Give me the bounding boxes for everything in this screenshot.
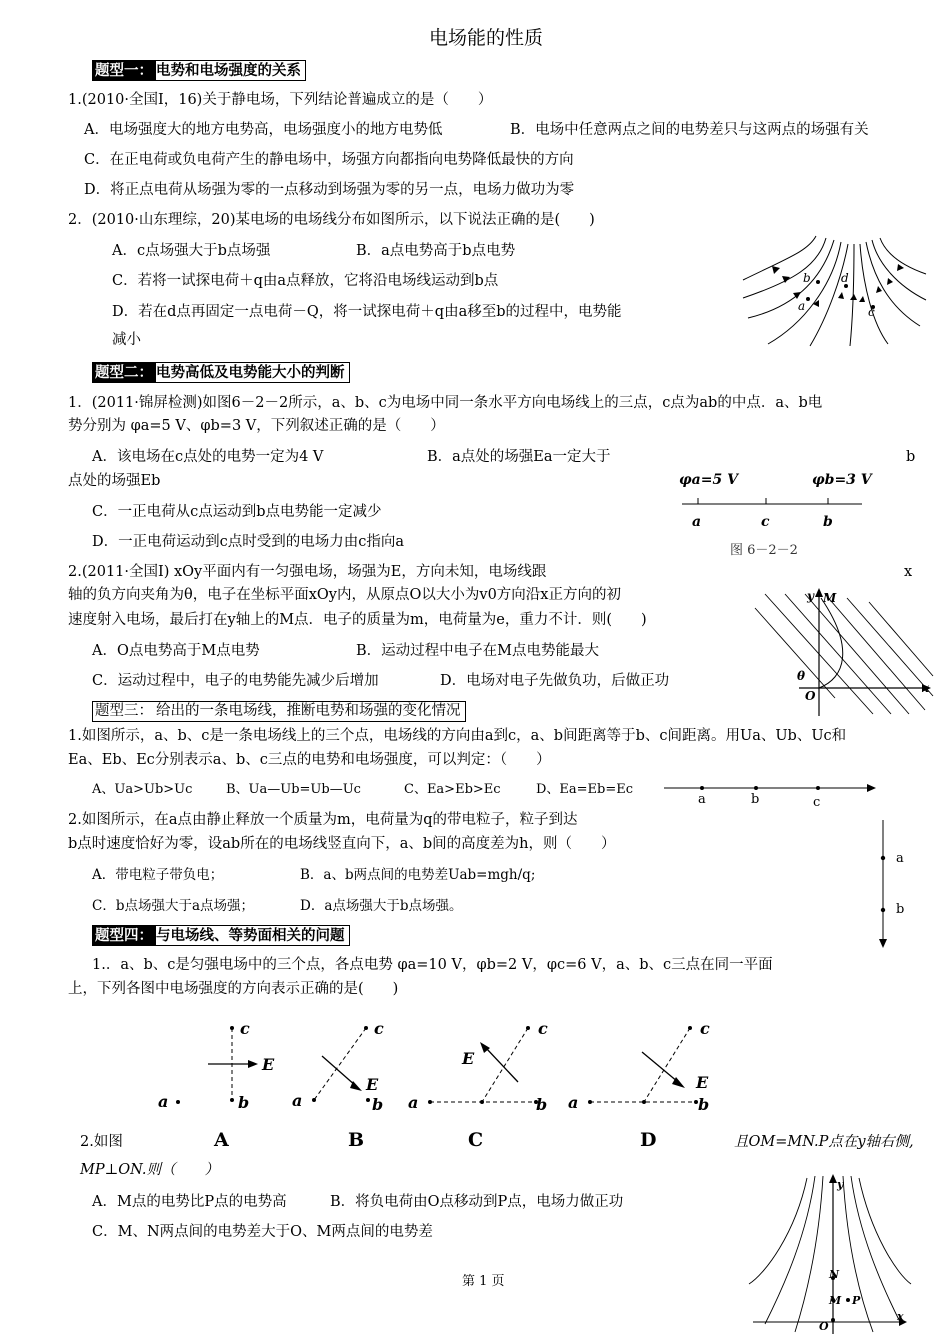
- option-a: A．电场强度大的地方电势高，电场强度小的地方电势低: [84, 122, 443, 138]
- point-label-a: a: [408, 1093, 419, 1112]
- axis-label-x: x: [897, 1310, 904, 1323]
- section-tag: 题型一：: [93, 61, 156, 80]
- fig-label-c: c: [813, 795, 821, 810]
- question-stem: 1.如图所示，a、b、c是一条电场线上的三个点，电场线的方向由a到c，a、b间距离等于b、c间距离。用Ua、Ub、Uc和: [68, 728, 847, 744]
- question-stem-continued: Ea、Eb、Ec分别表示a、b、c三点的电势和电场强度，可以判定：（ ）: [68, 752, 551, 768]
- figure-6-2-2: [676, 466, 872, 562]
- question-stem: 2．(2010·山东理综，20)某电场的电场线分布如图所示，以下说法正确的是( ): [68, 212, 595, 228]
- field-line-abc-figure: [664, 778, 878, 810]
- diagram-d: [568, 1019, 710, 1151]
- option-c: C．在正电荷或负电荷产生的静电场中，场强方向都指向电势降低最快的方向: [84, 152, 574, 168]
- field-label-e: E: [366, 1075, 379, 1094]
- fig-label-b: b: [823, 514, 833, 530]
- question-stem: 1.．a、b、c是匀强电场中的三个点，各点电势 φa=10 V，φb=2 V，φc=6 V，a、b、c三点在同一平面: [92, 957, 773, 973]
- option-b: B．将负电荷由O点移动到P点，电场力做正功: [330, 1194, 624, 1210]
- fig-label-a: a: [798, 299, 806, 313]
- point-label-a: a: [568, 1093, 579, 1112]
- option-a: A．c点场强大于b点场强: [112, 243, 271, 259]
- fig-label-a: a: [692, 514, 702, 530]
- option-b: B．a、b两点间的电势差Uab=mgh/q;: [300, 867, 536, 883]
- section-tag: 题型二：: [93, 363, 156, 382]
- field-lines-figure: [738, 236, 928, 348]
- figure-caption: 图 6－2－2: [730, 543, 798, 558]
- fig-label-b: b: [803, 271, 811, 285]
- option-b: B．电场中任意两点之间的电势差只与这两点的场强有关: [510, 122, 869, 138]
- option-b: B．a点电势高于b点电势: [356, 243, 516, 259]
- field-label-e: E: [462, 1049, 475, 1068]
- question-stem-right: 且OM=MN.P点在y轴右侧,: [734, 1134, 914, 1150]
- section-heading-1: [92, 60, 306, 81]
- field-label-e: E: [262, 1055, 275, 1074]
- option-label-c: C: [468, 1129, 484, 1151]
- point-label-a: a: [292, 1091, 303, 1110]
- axis-label-x: x: [922, 681, 930, 695]
- option-a: A．O点电势高于M点电势: [92, 643, 260, 659]
- question-stem-continued: 轴的负方向夹角为θ，电子在坐标平面xOy内，从原点O以大小为v0方向沿x正方向的初: [68, 587, 621, 603]
- option-b-continued: 点处的场强Eb: [68, 473, 161, 489]
- section-title: 与电场线、等势面相关的问题: [156, 927, 345, 944]
- option-d-continued: 减小: [112, 332, 141, 348]
- option-d: D．电场对电子先做负功，后做正功: [440, 673, 670, 689]
- option-a: A．M点的电势比P点的电势高: [92, 1194, 287, 1210]
- section-heading-2: [92, 362, 350, 383]
- option-b: B．a点处的场强Ea一定大于: [427, 449, 611, 465]
- point-label-a: a: [158, 1092, 169, 1111]
- point-label-b: b: [698, 1095, 710, 1114]
- diagram-c: [408, 1019, 548, 1151]
- origin-label: O: [805, 689, 816, 703]
- section-title: 给出的一条电场线，推断电势和场强的变化情况: [156, 703, 461, 719]
- fig-label-c: c: [761, 514, 770, 530]
- option-c: C．若将一试探电荷＋q由a点释放，它将沿电场线运动到b点: [112, 273, 499, 289]
- fig-label-c: c: [868, 305, 875, 319]
- section-title: 电势高低及电势能大小的判断: [156, 364, 345, 381]
- option-c: C．运动过程中，电子的电势能先减少后增加: [92, 673, 379, 689]
- point-label-p: P: [852, 1294, 861, 1307]
- option-c: C．一正电荷从c点运动到b点电势能一定减少: [92, 504, 382, 520]
- question-stem: 1.(2010·全国Ⅰ，16)关于静电场，下列结论普遍成立的是（ ）: [68, 92, 493, 108]
- angle-label-theta: θ: [797, 669, 806, 683]
- field-label-e: E: [696, 1073, 709, 1092]
- point-label-c: c: [538, 1019, 548, 1038]
- point-label-m: M: [829, 1294, 842, 1307]
- question-stem: 1．(2011·锦屏检测)如图6－2－2所示，a、b、c为电场中同一条水平方向电场线上的三点，c点为ab的中点．a、b电: [68, 395, 823, 411]
- option-d: D．将正点电荷从场强为零的一点移动到场强为零的另一点，电场力做功为零: [84, 182, 575, 198]
- fig-label-b: b: [751, 792, 760, 807]
- option-b: B．运动过程中电子在M点电势能最大: [356, 643, 600, 659]
- option-a: A、Ua>Ub>Uc: [92, 782, 193, 797]
- point-label-b: b: [372, 1095, 384, 1114]
- option-label-b: B: [348, 1129, 365, 1151]
- option-d: D．一正电荷运动到c点时受到的电场力由c指向a: [92, 534, 405, 550]
- point-label-c: c: [240, 1019, 250, 1038]
- option-c: C．b点场强大于a点场强；: [92, 898, 255, 914]
- option-d: D、Ea=Eb=Ec: [536, 782, 634, 797]
- section-tag: 题型三：: [95, 703, 153, 719]
- question-stem-continued: MP⊥ON.则（ ）: [80, 1162, 219, 1178]
- option-c: C．M、N两点间的电势差大于O、M两点间的电势差: [92, 1224, 433, 1240]
- section-title: 电势和电场强度的关系: [156, 62, 301, 79]
- axis-label-y: y: [837, 1178, 844, 1191]
- point-label-n: N: [829, 1268, 840, 1281]
- option-label-d: D: [640, 1129, 657, 1151]
- origin-label: O: [819, 1320, 829, 1333]
- phi-b-label: φb=3 V: [812, 472, 872, 488]
- point-label-m: M: [823, 591, 837, 605]
- fig-label-a: a: [698, 792, 706, 807]
- section-heading-3: [92, 701, 466, 722]
- diagram-a: [158, 1019, 275, 1151]
- diagram-b: [292, 1019, 384, 1151]
- fig-label-a: a: [896, 851, 904, 866]
- question-stem: 2.(2011·全国Ⅰ) xOy平面内有一匀强电场，场强为E，方向未知，电场线跟: [68, 564, 547, 580]
- question-stem-continued: b点时速度恰好为零，设ab所在的电场线竖直向下，a、b间的高度差为h，则（ ）: [68, 836, 616, 852]
- point-label-c: c: [374, 1019, 384, 1038]
- option-a: A．该电场在c点处的电势一定为4 V: [92, 449, 324, 465]
- option-b: B、Ua—Ub=Ub—Uc: [226, 782, 361, 797]
- xoy-field-figure: [755, 588, 933, 716]
- question-stem-tail: x: [904, 564, 913, 580]
- option-d: D．a点场强大于b点场强。: [300, 898, 463, 914]
- option-c: C、Ea>Eb>Ec: [404, 782, 501, 797]
- point-label-c: c: [700, 1019, 710, 1038]
- question-stem-continued: 上，下列各图中电场强度的方向表示正确的是( ): [68, 981, 399, 997]
- option-a: A．带电粒子带负电；: [92, 867, 224, 883]
- point-label-b: b: [238, 1093, 250, 1112]
- fig-label-b: b: [896, 902, 905, 917]
- field-direction-options-figure: [150, 1012, 725, 1154]
- question-stem-continued: 速度射入电场，最后打在y轴上的M点．电子的质量为m，电荷量为e，重力不计．则( ): [68, 612, 647, 628]
- option-d: D．若在d点再固定一点电荷－Q，将一试探电荷＋q由a移至b的过程中，电势能: [112, 304, 622, 320]
- diverging-field-figure: [745, 1174, 913, 1334]
- vertical-field-line-figure: [874, 820, 910, 950]
- fig-label-d: d: [841, 271, 849, 285]
- page-footer: 第 1 页: [462, 1274, 505, 1289]
- point-label-b: b: [536, 1095, 548, 1114]
- question-stem: 2.如图: [80, 1134, 123, 1150]
- section-heading-4: [92, 925, 350, 946]
- axis-label-y: y: [807, 589, 814, 603]
- phi-a-label: φa=5 V: [679, 472, 738, 488]
- option-b-tail: b: [906, 449, 916, 465]
- page-title: 电场能的性质: [429, 27, 544, 49]
- section-tag: 题型四：: [93, 926, 156, 945]
- question-stem: 2.如图所示，在a点由静止释放一个质量为m，电荷量为q的带电粒子，粒子到达: [68, 812, 578, 828]
- option-label-a: A: [214, 1129, 229, 1151]
- question-stem-continued: 势分别为 φa=5 V、φb=3 V，下列叙述正确的是（ ）: [68, 418, 445, 434]
